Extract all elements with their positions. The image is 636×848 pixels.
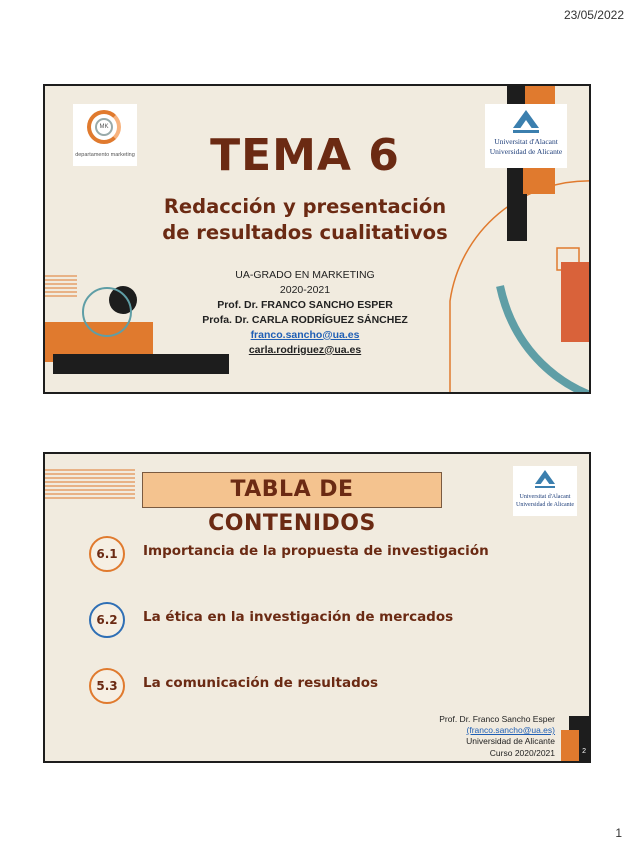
logo-ua-line2: Universidad de Alicante	[489, 147, 563, 156]
section-number-6-1: 6.1	[89, 536, 125, 572]
logo-universidad-alicante	[513, 466, 577, 516]
footer-email-link[interactable]: (franco.sancho@ua.es)	[466, 725, 555, 736]
slide-footer	[439, 714, 555, 759]
logo-initials: MK	[95, 118, 113, 136]
section-label-5-3: La comunicación de resultados	[143, 675, 379, 691]
subtitle-line-1: Redacción y presentación	[163, 195, 447, 218]
section-label-6-2: La ética en la investigación de mercados	[143, 609, 454, 625]
year-text: 2020-2021	[279, 283, 331, 296]
logo-caption: departamento marketing	[75, 152, 135, 158]
page-number: 1	[615, 826, 622, 840]
section-number-6-2: 6.2	[89, 602, 125, 638]
program-text: UA-GRADO EN MARKETING	[235, 269, 375, 281]
slide-contents	[43, 452, 591, 763]
slide-subtitle	[125, 194, 485, 247]
slide-number: 2	[582, 748, 586, 755]
logo-universidad-alicante	[485, 104, 567, 168]
course-info	[165, 268, 445, 357]
footer-university: Universidad de Alicante	[466, 736, 555, 747]
footer-name: Prof. Dr. Franco Sancho Esper	[439, 714, 555, 724]
slide-heading: TEMA 6	[210, 130, 400, 181]
contents-heading: TABLA DE CONTENIDOS	[142, 472, 442, 508]
email-2: carla.rodriguez@ua.es	[248, 343, 362, 356]
section-label-6-1: Importancia de la propuesta de investigación	[143, 543, 489, 559]
subtitle-line-2: de resultados cualitativos	[162, 221, 448, 245]
professor-2: Profa. Dr. CARLA RODRÍGUEZ SÁNCHEZ	[202, 313, 408, 326]
slide-title	[43, 84, 591, 394]
email-link-1[interactable]: franco.sancho@ua.es	[250, 328, 360, 341]
logo-ua-line1: Universitat d'Alacant	[494, 137, 558, 146]
section-number-5-3: 5.3	[89, 668, 125, 704]
footer-course: Curso 2020/2021	[489, 747, 555, 758]
logo-ua-line2: Universidad de Alicante	[516, 502, 574, 508]
print-date: 23/05/2022	[563, 8, 624, 22]
logo-departamento-marketing	[73, 104, 137, 166]
professor-1: Prof. Dr. FRANCO SANCHO ESPER	[217, 298, 393, 311]
logo-ua-line1: Universitat d'Alacant	[519, 494, 571, 500]
